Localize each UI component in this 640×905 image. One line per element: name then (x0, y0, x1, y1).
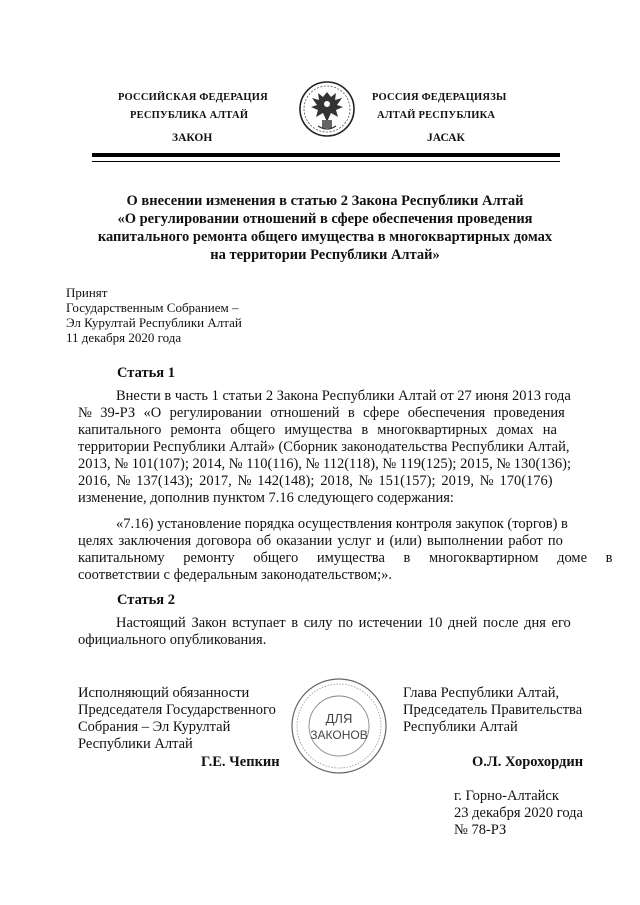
title-line: «О регулировании отношений в сфере обеспечения проведения (117, 211, 533, 227)
text-line: территории Республики Алтай» (Сборник законодательства Республики Алтай, (78, 439, 570, 455)
place-date-number (454, 788, 583, 839)
text-line: 2016, № 137(143); 2017, № 142(148); 2018, № 151(157); 2019, № 170(176) (78, 473, 553, 489)
law-title (90, 192, 560, 264)
signature-left-line: Собрания – Эл Курултай (78, 719, 231, 735)
article2-heading: Статья 2 (117, 592, 175, 608)
footer-date: 23 декабря 2020 года (454, 805, 583, 821)
title-line: капитального ремонта общего имущества в многоквартирных домах (97, 229, 553, 245)
signature-left-block (78, 685, 276, 753)
header-right-line2: АЛТАЙ РЕСПУБЛИКА (377, 110, 496, 121)
text-line: официального опубликования. (78, 632, 267, 648)
article1-paragraph1 (78, 388, 593, 507)
header-right-line1: РОССИЯ ФЕДЕРАЦИЯЗЫ (372, 92, 507, 103)
text-line: Настоящий Закон вступает в силу по истечении 10 дней после дня его (116, 615, 571, 631)
text-line: изменение, дополнив пунктом 7.16 следующего содержания: (78, 490, 454, 506)
signature-right-line: Председатель Правительства (403, 702, 583, 718)
article2-paragraph (78, 615, 593, 649)
header-left-law: ЗАКОН (172, 132, 213, 144)
text-line: «7.16) установление порядка осуществления контроля закупок (торгов) в (116, 516, 568, 532)
text-line: № 39-РЗ «О регулировании отношений в сфере обеспечения проведения (78, 405, 565, 421)
header-divider-thick (92, 153, 560, 157)
header-right-law: JАСАК (427, 132, 465, 144)
adoption-line: Принят (66, 285, 108, 300)
stamp-text-line2: ЗАКОНОВ (310, 728, 368, 742)
adoption-note (66, 285, 242, 345)
title-line: О внесении изменения в статью 2 Закона Республики Алтай (126, 193, 524, 209)
signature-right-line: Республики Алтай (403, 719, 518, 735)
text-line: 2013, № 101(107); 2014, № 110(116), № 112(118), № 119(125); 2015, № 130(136); (78, 456, 571, 472)
article1-paragraph2 (78, 516, 613, 584)
adoption-line: Государственным Собранием – (66, 300, 239, 315)
footer-number: № 78-РЗ (454, 822, 507, 838)
signature-left-line: Председателя Государственного (78, 702, 276, 718)
text-line: целях заключения договора об оказании услуг и (или) выполнении работ по (78, 533, 563, 549)
text-line: капитального ремонта общего имущества в многоквартирных домах на (78, 422, 557, 438)
text-line: соответствии с федеральным законодательством;». (78, 567, 392, 583)
text-line: капитальному ремонту общего имущества в многоквартирном доме в (78, 550, 613, 566)
signature-left-line: Исполняющий обязанности (78, 685, 250, 701)
header-left-line1: РОССИЙСКАЯ ФЕДЕРАЦИЯ (118, 92, 268, 103)
header-divider-thin (92, 161, 560, 162)
header-left-line2: РЕСПУБЛИКА АЛТАЙ (130, 110, 249, 121)
signature-left-name: Г.Е. Чепкин (201, 754, 280, 770)
signature-right-block (403, 685, 582, 736)
text-line: Внести в часть 1 статьи 2 Закона Республики Алтай от 27 июня 2013 года (116, 388, 571, 404)
signature-left-line: Республики Алтай (78, 736, 193, 752)
adoption-line: Эл Курултай Республики Алтай (66, 315, 242, 330)
title-line: на территории Республики Алтай» (210, 247, 440, 263)
adoption-line: 11 декабря 2020 года (66, 330, 182, 345)
stamp-text-line1: ДЛЯ (325, 711, 353, 726)
article1-heading: Статья 1 (117, 365, 175, 381)
stamp-seal (289, 676, 389, 776)
signature-right-line: Глава Республики Алтай, (403, 685, 560, 701)
footer-place: г. Горно-Алтайск (454, 788, 559, 804)
signature-right-name: О.Л. Хорохордин (472, 754, 584, 770)
altai-coat-of-arms-icon (298, 80, 356, 138)
